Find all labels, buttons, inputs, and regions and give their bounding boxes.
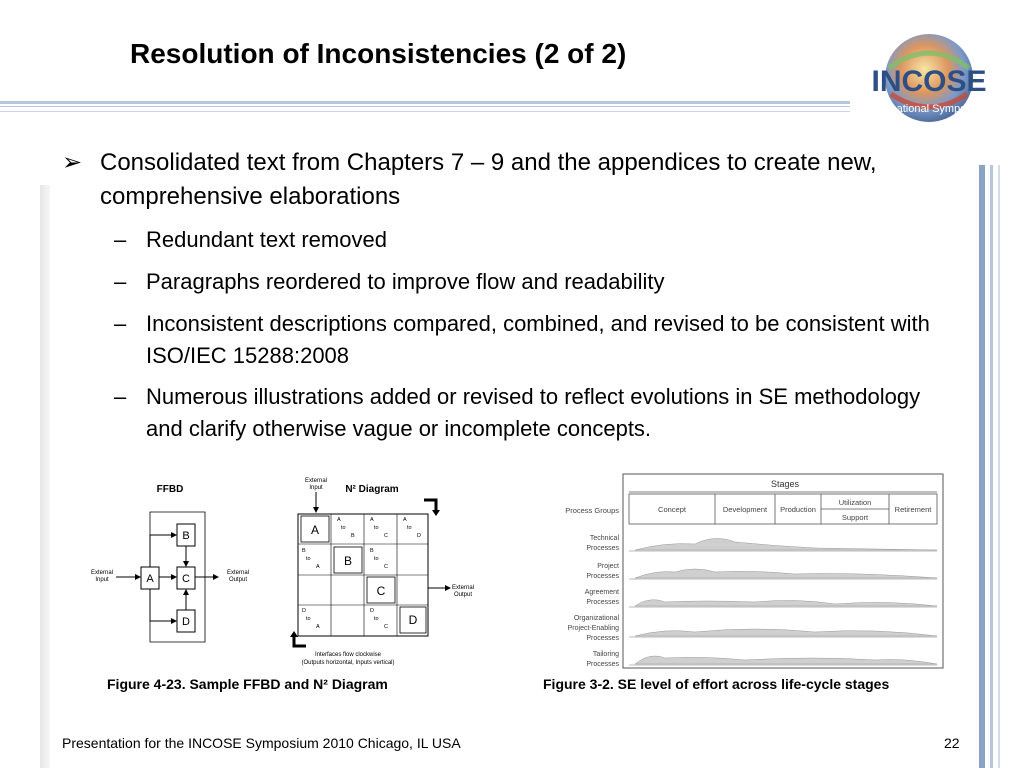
title-rule-light (0, 111, 850, 112)
svg-text:A: A (403, 517, 407, 523)
n2-diag-d: D (408, 613, 418, 627)
title-rule (0, 101, 850, 104)
figure-right-caption: Figure 3-2. SE level of effort across life-cycle stages (543, 676, 890, 692)
ffbd-node-a-label: A (146, 573, 154, 585)
svg-text:Processes: Processes (586, 545, 619, 552)
svg-text:Organizational: Organizational (573, 615, 619, 622)
stage-production: Production (780, 505, 816, 514)
svg-text:B: B (370, 548, 374, 554)
ffbd-node-c-label: C (182, 573, 190, 585)
ffbd-n2-figure (80, 470, 480, 670)
svg-text:to: to (306, 616, 311, 622)
title-rule-thin (0, 106, 850, 107)
sub-bullet-text: Redundant text removed (146, 227, 387, 252)
sub-bullet-text: Paragraphs reordered to improve flow and readability (146, 269, 665, 294)
right-accent-bar-2 (990, 165, 993, 768)
svg-text:to: to (374, 616, 379, 622)
svg-text:Processes: Processes (586, 661, 619, 668)
n2-note-2: (Outputs horizontal, Inputs vertical) (301, 660, 395, 666)
right-accent-bar-3 (998, 165, 1000, 768)
n2-ext-output: External (451, 585, 475, 591)
stage-retirement: Retirement (894, 505, 932, 514)
left-accent-bar (40, 185, 50, 768)
svg-text:A: A (370, 517, 374, 523)
logo-name: INCOSE (871, 65, 987, 98)
svg-text:A: A (316, 624, 320, 630)
sub-bullet-marker: – (114, 384, 127, 409)
figure-left-caption: Figure 4-23. Sample FFBD and N² Diagram (107, 676, 388, 692)
svg-text:D: D (302, 608, 306, 614)
svg-text:to: to (341, 525, 346, 531)
svg-text:C: C (384, 624, 388, 630)
sub-bullet-marker: – (114, 311, 127, 336)
ffbd-ext-output: External (226, 570, 250, 576)
svg-text:C: C (384, 564, 388, 570)
sub-bullet-marker: – (114, 269, 127, 294)
n2-diag-b: B (343, 554, 353, 568)
svg-text:Project: Project (597, 563, 619, 570)
page-number: 22 (944, 735, 960, 751)
sub-bullet-marker: – (114, 227, 127, 252)
svg-text:Processes: Processes (586, 573, 619, 580)
logo-subtitle: International Symposium (868, 103, 990, 115)
n2-ext-input: External (304, 478, 328, 484)
svg-text:to: to (374, 556, 379, 562)
svg-text:D: D (417, 533, 421, 539)
n2-ext-input-2: Input (309, 485, 323, 491)
n2-note-1: Interfaces flow clockwise (314, 652, 382, 658)
svg-text:to: to (306, 556, 311, 562)
n2-title: N² Diagram (345, 484, 399, 495)
ffbd-node-b-label: B (182, 530, 190, 542)
svg-text:Tailoring: Tailoring (592, 651, 619, 658)
n2-diag-a: A (310, 523, 320, 537)
stages-title: Stages (770, 479, 800, 489)
sub-bullet-text: Inconsistent descriptions compared, combined, and revised to be consistent with ISO/IEC 15288:2008 (146, 311, 930, 368)
svg-text:Processes: Processes (586, 599, 619, 606)
life-cycle-effort-figure (555, 472, 955, 672)
ffbd-node-d-label: D (182, 616, 190, 628)
svg-text:C: C (384, 533, 388, 539)
n2-diag-c: C (376, 584, 386, 598)
ffbd-ext-input: External (90, 570, 114, 576)
incose-logo (855, 28, 1003, 123)
svg-text:to: to (374, 525, 379, 531)
bullet-marker: ➢ (62, 149, 83, 176)
svg-text:Technical: Technical (589, 535, 619, 542)
stage-support: Support (841, 513, 869, 522)
svg-text:A: A (316, 564, 320, 570)
svg-text:B: B (351, 533, 355, 539)
sub-bullet-text: Numerous illustrations added or revised to reflect evolutions in SE methodology and clarify otherwise vague or incomplete concepts. (146, 384, 921, 441)
svg-text:Processes: Processes (586, 635, 619, 642)
stage-development: Development (722, 505, 768, 514)
ffbd-ext-output-2: Output (228, 577, 248, 583)
ffbd-ext-input-2: Input (95, 577, 109, 583)
svg-text:to: to (407, 525, 412, 531)
stage-utilization: Utilization (838, 498, 872, 507)
n2-ext-output-2: Output (453, 592, 473, 598)
slide-title: Resolution of Inconsistencies (2 of 2) (130, 38, 627, 69)
svg-text:Project-Enabling: Project-Enabling (567, 625, 619, 632)
stage-concept: Concept (658, 505, 686, 514)
svg-text:D: D (370, 608, 374, 614)
main-bullet-text: Consolidated text from Chapters 7 – 9 and the appendices to create new, comprehensive elaborations (100, 149, 877, 210)
footer-text: Presentation for the INCOSE Symposium 2010 Chicago, IL USA (62, 735, 461, 751)
svg-text:B: B (302, 548, 306, 554)
svg-text:A: A (337, 517, 341, 523)
process-groups-label: Process Groups (565, 506, 619, 515)
right-accent-bar (979, 165, 985, 768)
ffbd-title: FFBD (156, 484, 184, 495)
svg-text:Agreement: Agreement (584, 589, 619, 596)
